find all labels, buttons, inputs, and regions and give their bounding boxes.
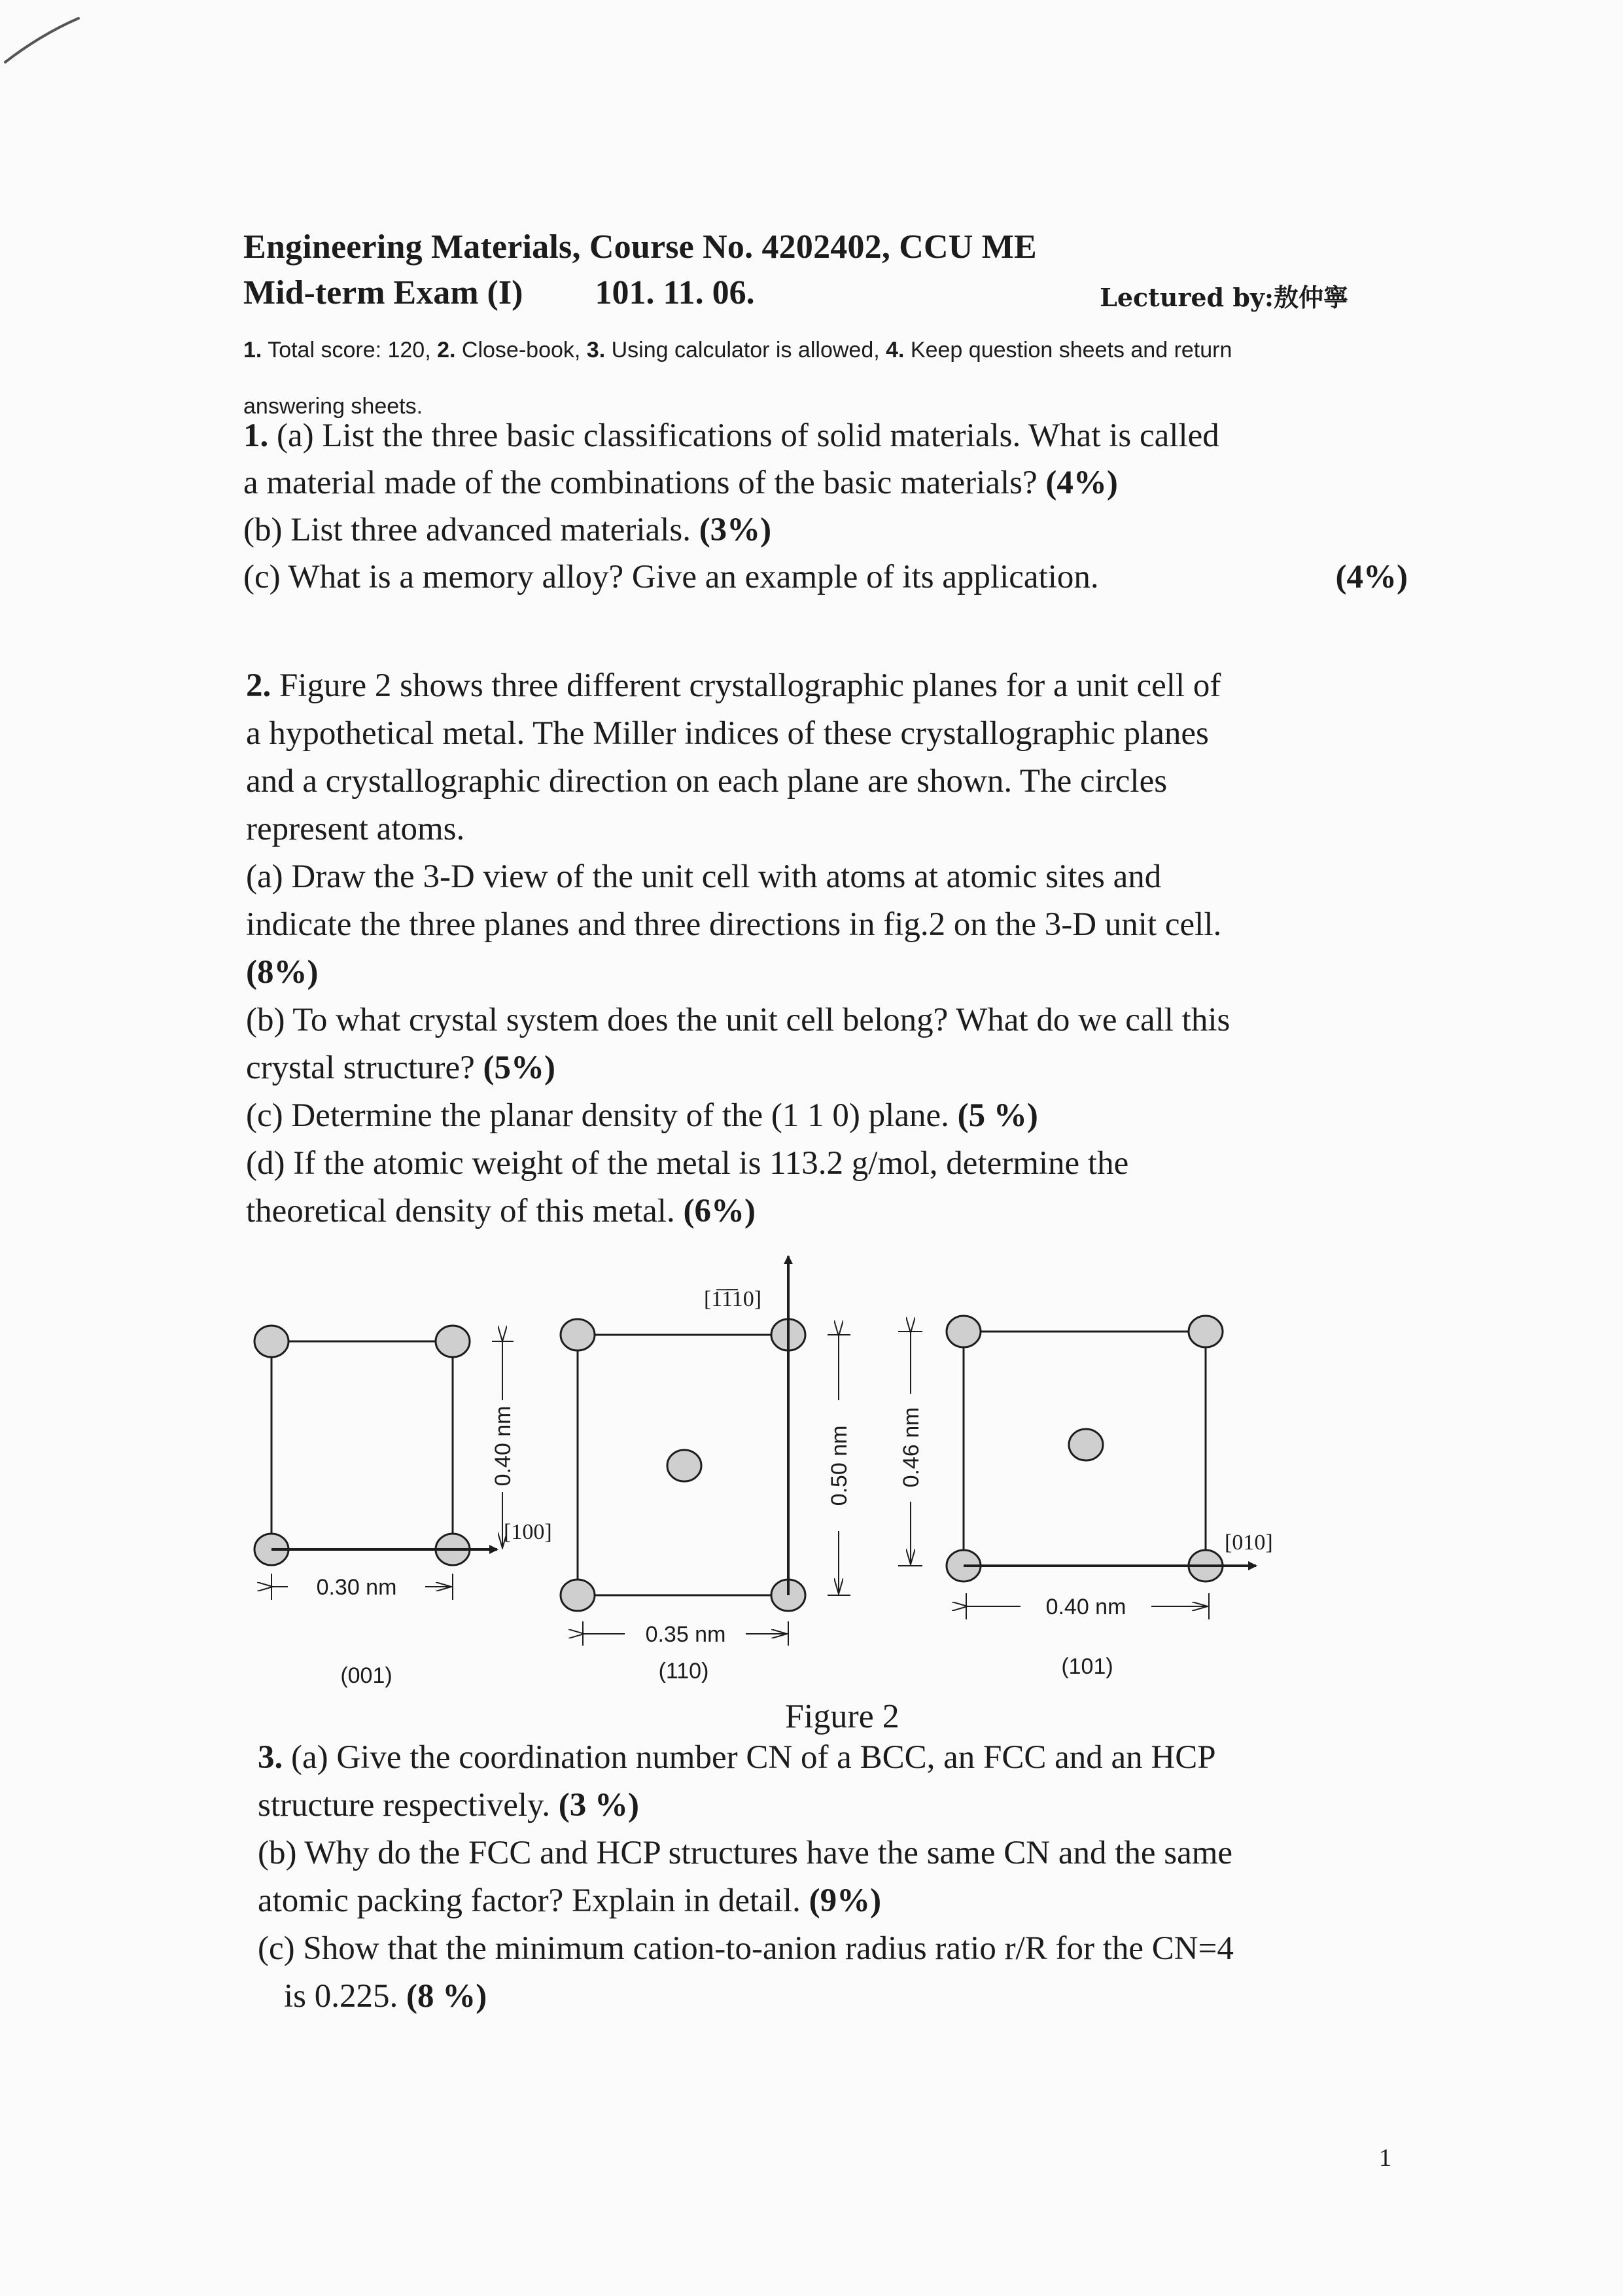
q1a-text-1: (a) List the three basic classifications of solid materials. What is called	[268, 417, 1219, 454]
q2-intro-2: a hypothetical metal. The Miller indices of these crystallographic planes	[246, 715, 1209, 752]
q3b-text-1: (b) Why do the FCC and HCP structures have the same CN and the same	[258, 1835, 1233, 1871]
plane-110-label: (110)	[658, 1659, 709, 1684]
plane-110-atom	[561, 1319, 595, 1351]
q2d-text-2: theoretical density of this metal.	[246, 1193, 684, 1229]
instr-text-5: answering sheets.	[243, 394, 423, 419]
instr-text-3: Using calculator is allowed,	[605, 338, 886, 362]
q3a-points: (3 %)	[558, 1787, 639, 1824]
plane-101-center-atom	[1069, 1429, 1103, 1460]
plane-110-height-dimension	[827, 1335, 852, 1595]
plane-001-label: (001)	[340, 1663, 393, 1688]
q2b-text-1: (b) To what crystal system does the unit cell belong? What do we call this	[246, 1002, 1230, 1038]
q2d-text-1: (d) If the atomic weight of the metal is 113.2 g/mol, determine the	[246, 1145, 1129, 1182]
plane-110-width-label: 0.35 nm	[645, 1622, 726, 1647]
plane-101-direction-label: [010]	[1225, 1530, 1273, 1555]
q2-intro-3: and a crystallographic direction on each plane are shown. The circles	[246, 763, 1168, 800]
figure-caption: Figure 2	[785, 1698, 899, 1735]
instr-text-4: Keep question sheets and return	[904, 338, 1232, 362]
exam-name: Mid-term Exam (I)	[243, 274, 523, 311]
plane-001-width-dimension	[271, 1574, 453, 1600]
exam-title-line	[243, 274, 755, 312]
course-title: Engineering Materials, Course No. 4202402, CCU ME	[243, 228, 1037, 266]
plane-110-center-atom	[667, 1450, 701, 1481]
plane-001-height-dimension	[491, 1341, 515, 1548]
q3c-text-1: (c) Show that the minimum cation-to-anion radius ratio r/R for the CN=4	[258, 1930, 1234, 1967]
q2-number: 2.	[246, 667, 271, 704]
q3b-points: (9%)	[809, 1882, 882, 1919]
plane-101-height-dimension	[898, 1332, 924, 1566]
q2a-text-1: (a) Draw the 3-D view of the unit cell with atoms at atomic sites and	[246, 858, 1162, 895]
q1a-text-2: a material made of the combinations of the basic materials?	[243, 465, 1046, 501]
q2d-points: (6%)	[683, 1193, 756, 1229]
instr-num-1: 1.	[243, 338, 262, 362]
q3c-text-2: is 0.225.	[284, 1978, 407, 2015]
q2c-points: (5 %)	[957, 1097, 1038, 1134]
plane-110-atom	[561, 1580, 595, 1611]
q3-number: 3.	[258, 1739, 283, 1776]
pen-stroke-mark	[0, 0, 92, 79]
q1a-points: (4%)	[1045, 465, 1118, 501]
plane-101-atom	[1189, 1316, 1223, 1347]
plane-001-height-label: 0.40 nm	[491, 1405, 515, 1487]
plane-001-atom	[254, 1326, 288, 1357]
exam-date: 101. 11. 06.	[595, 274, 755, 311]
plane-101-atom	[947, 1316, 981, 1347]
question-1	[243, 412, 1408, 601]
q2c-text: (c) Determine the planar density of the (1 1 0) plane.	[246, 1097, 958, 1134]
q3b-text-2: atomic packing factor? Explain in detail.	[258, 1882, 809, 1919]
q3a-text-2: structure respectively.	[258, 1787, 559, 1824]
plane-110	[561, 1256, 852, 1684]
plane-001-atom	[436, 1326, 470, 1357]
plane-101	[898, 1316, 1273, 1679]
instr-num-3: 3.	[586, 338, 606, 362]
q1c-text: (c) What is a memory alloy? Give an example of its application.	[243, 559, 1099, 595]
q1-number: 1.	[243, 417, 269, 454]
plane-101-height-label: 0.46 nm	[899, 1407, 924, 1488]
plane-101-width-dimension	[966, 1593, 1209, 1619]
q2a-points: (8%)	[246, 954, 319, 991]
page-number: 1	[1379, 2144, 1391, 2172]
plane-001-direction-label: [100]	[504, 1520, 552, 1544]
q3c-points: (8 %)	[406, 1978, 487, 2015]
plane-110-direction-label: [1̅1̅̅10]	[703, 1287, 762, 1311]
plane-001-width-label: 0.30 nm	[316, 1575, 397, 1600]
figure-2-diagram	[0, 1243, 1623, 1701]
plane-101-label: (101)	[1061, 1654, 1113, 1679]
q2b-points: (5%)	[483, 1050, 555, 1086]
q1c-points: (4%)	[1335, 559, 1408, 595]
q2a-text-2: indicate the three planes and three directions in fig.2 on the 3-D unit cell.	[246, 906, 1222, 943]
plane-110-height-label: 0.50 nm	[827, 1425, 852, 1506]
question-2	[246, 662, 1397, 1235]
plane-101-width-label: 0.40 nm	[1045, 1595, 1126, 1619]
plane-110-width-dimension	[583, 1621, 788, 1647]
q2-intro-4: represent atoms.	[246, 811, 465, 847]
lecturer-name: Lectured by:敖仲寧	[1100, 283, 1348, 312]
question-3	[258, 1734, 1409, 2021]
plane-001-cell-outline	[271, 1341, 453, 1549]
instr-text-2: Close-book,	[455, 338, 587, 362]
q2-intro-1: Figure 2 shows three different crystallographic planes for a unit cell of	[271, 667, 1221, 704]
q1b-text: (b) List three advanced materials.	[243, 512, 699, 548]
plane-001	[254, 1326, 552, 1688]
instr-num-2: 2.	[437, 338, 456, 362]
q2b-text-2: crystal structure?	[246, 1050, 483, 1086]
q3a-text-1: (a) Give the coordination number CN of a BCC, an FCC and an HCP	[283, 1739, 1216, 1776]
instr-num-4: 4.	[886, 338, 905, 362]
q1b-points: (3%)	[699, 512, 772, 548]
instr-text-1: Total score: 120,	[262, 338, 438, 362]
